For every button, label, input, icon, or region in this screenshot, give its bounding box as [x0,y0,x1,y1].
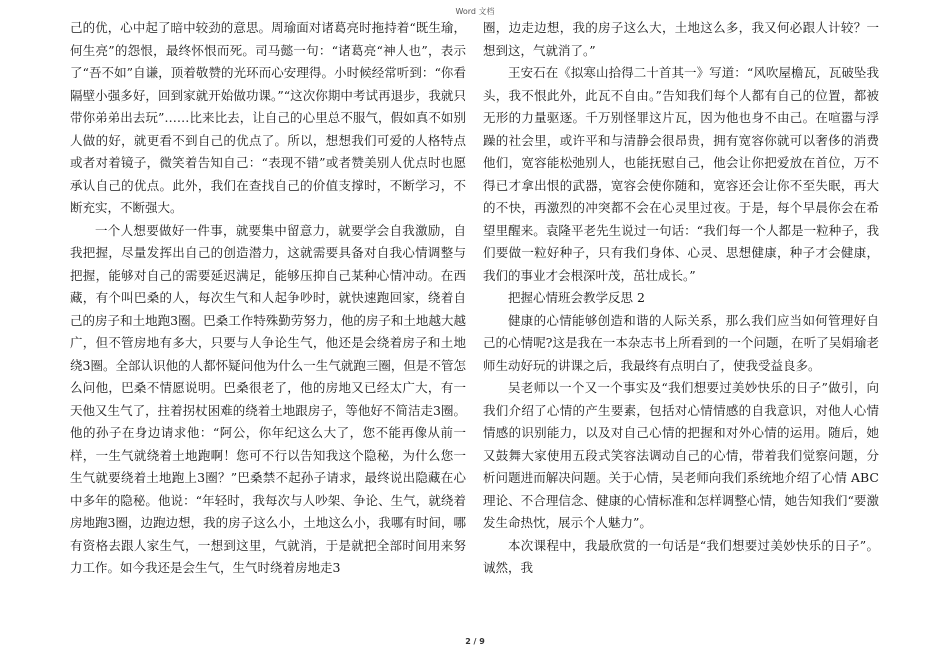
paragraph: 己的优，心中起了暗中较劲的意思。周瑜面对诸葛亮时拖持着“既生瑜，何生亮”的怨恨，最终怀恨而死。司马懿一句：“诸葛亮“神人也”，表示了“吾不如”自谦，顶着敬赞的光环而心安理得。小时候经常听到：“你看隔壁小强多好，回到家就开始做功课。”“这次你期中考试再退步，我就只带你弟弟出去玩”……比来比去，让自己的心里总不服气，假如真不如别人做的好，就更看不到自己的优点了。所以，想想我们可爱的人格特点或者对着镜子，微笑着告知自己：“表现不错”或者赞美别人优点时也愿承认自己的优点。此外，我们在查找自己的价值支撑时，不断学习，不断充实，不断强大。 [70,20,466,215]
paragraph: 一个人想要做好一件事，就要集中留意力，就要学会自我激励，自我把握，尽量发挥出自己的创造潜力，这就需要具备对自我心情调整与把握，能够对自己的需要延迟满足，能够压抑自己某种心情冲动。在西藏，有个叫巴桑的人，每次生气和人起争吵时，就快速跑回家，绕着自己的房子和土地跑3圈。巴桑工作特殊勤劳努力，他的房子和土地越大越广，但不管房地有多大，只要与人争论生气，他还是会绕着房子和土地绕3圈。全部认识他的人都怀疑问他为什么一生气就跑三圈，但是不管怎么问他，巴桑不情愿说明。巴桑很老了，他的房地又已经太广大，有一天他又生气了，拄着拐杖困难的绕着土地跟房子，等他好不简洁走3圈。他的孙子在身边请求他：“阿公，你年纪这么大了，您不能再像从前一样，一生气就绕着土地跑啊！您可不行以告知我这个隐秘，为什么您一生气就要绕着土地跑上3圈？”巴桑禁不起孙子请求，最终说出隐藏在心中多年的隐秘。他说：“年轻时，我每次与人吵架、争论、生气，就绕着房地跑3圈，边跑边想，我的房子这么小，土地这么小，我哪有时间，哪有资格去跟人家生气，一想到这里，气就消，于是就把全部时间用来努力工作。如今我还是会生气，生气时绕着房地走3 [70,222,466,575]
paragraph: 本次课程中，我最欣赏的一句话是“我们想要过美妙快乐的日子”。诚然，我 [483,537,879,575]
left-text-column [70,17,466,580]
right-text-column [483,17,879,580]
paragraph: 圈，边走边想，我的房子这么大，土地这么多，我又何必跟人计较？一想到这，气就消了。” [483,20,879,58]
paragraph: 王安石在《拟寒山拾得二十首其一》写道：“风吹屋檐瓦，瓦破坠我头，我不恨此外，此瓦不自由。”告知我们每个人都有自己的位置，都被无形的力量驱逐。千万别怪罪这片瓦，因为他也身不由己。在喧嚣与浮躁的社会里，或许平和与清静会很昂贵，拥有宽容你就可以奢侈的消费他们，宽容能松弛别人，也能抚慰自己，他会让你把爱放在首位，万不得已才拿出恨的武器，宽容会使你随和，宽容还会让你不至失眠，再大的不快，再激烈的冲突都不会在心灵里过夜。于是，每个早晨你会在希望里醒来。袁隆平老先生说过一句话：“我们每一个人都是一粒种子，我们要做一粒好种子，只有我们身体、心灵、思想健康，种子才会健康，我们的事业才会根深叶茂，茁壮成长。” [483,65,879,283]
paragraph: 健康的心情能够创造和谐的人际关系，那么我们应当如何管理好自己的心情呢?这是我在一本杂志书上所看到的一个问题，在听了吴娟瑜老师生动好玩的讲课之后，我最终有点明白了，使我受益良多。 [483,312,879,373]
paragraph: 吴老师以一个又一个事实及“我们想要过美妙快乐的日子”做引，向我们介绍了心情的产生要素，包括对心情情感的自我意识，对他人心情情感的识别能力，以及对自己心情的把握和对外心情的运用。随后，她又鼓舞大家使用五段式笑容法调动自己的心情，带着我们觉察问题，分析问题进而解决问题。关于心情，吴老师向我们系统地介绍了心情 ABC 理论、不合理信念、健康的心情标准和怎样调整心情，她告知我们“要激发生命热忱，展示个人魅力”。 [483,380,879,530]
page-number: 2 / 9 [465,637,485,646]
section-heading: 把握心情班会教学反思 2 [508,290,645,305]
page-header: Word 文档 [455,7,495,16]
